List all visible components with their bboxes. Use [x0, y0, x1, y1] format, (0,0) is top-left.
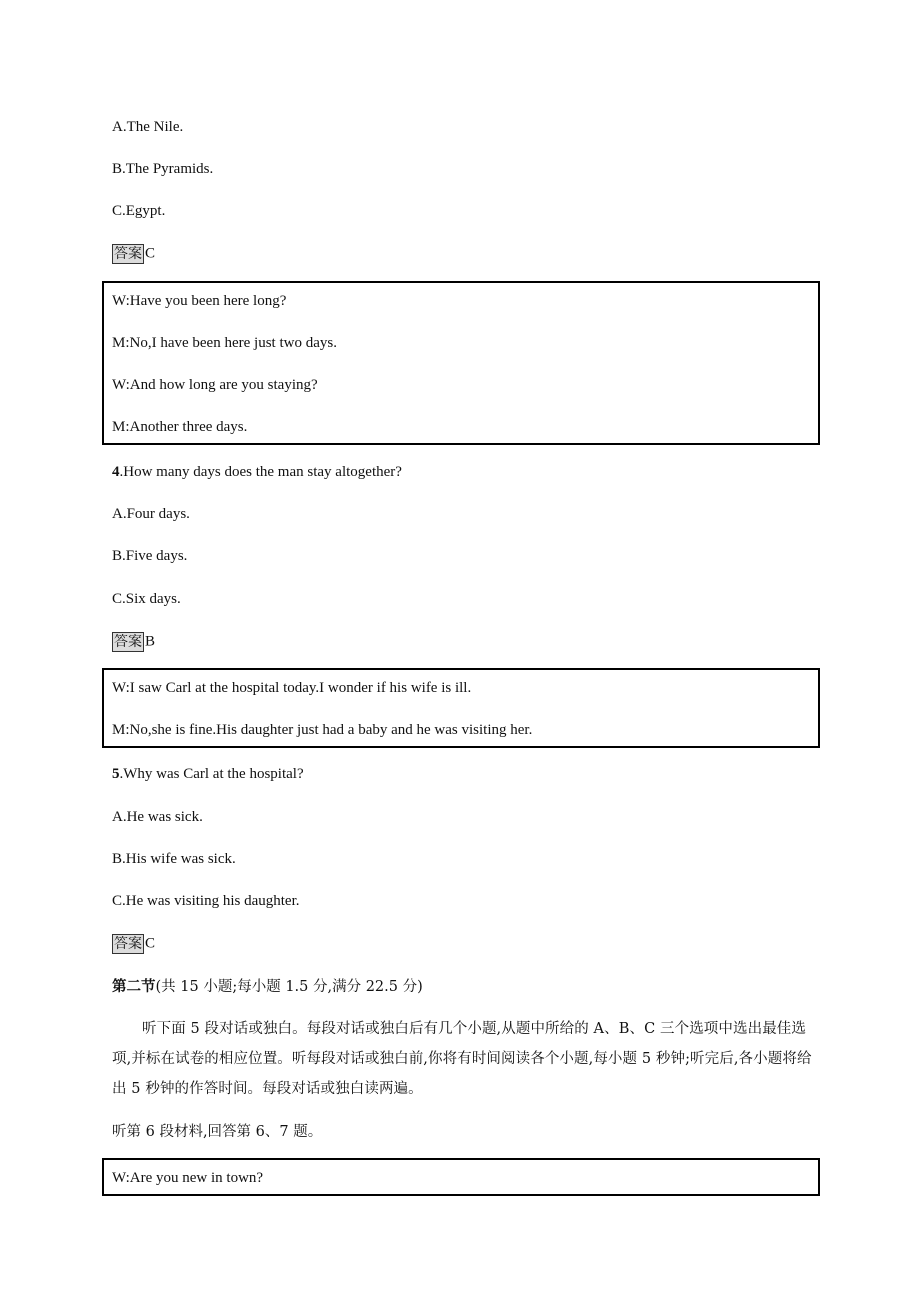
q5-option-c: C.He was visiting his daughter.	[112, 893, 300, 909]
transcript-line: M:Another three days.	[112, 419, 248, 435]
q3-option-a: A.The Nile.	[112, 119, 184, 135]
transcript-line: M:No,I have been here just two days.	[112, 335, 337, 351]
q3-option-c: C.Egypt.	[112, 203, 166, 219]
answer-tag: 答案	[114, 245, 142, 262]
q4-option-b: B.Five days.	[112, 548, 188, 564]
q4-answer	[112, 631, 155, 652]
answer-value: C	[145, 935, 156, 952]
transcript-box-q6	[102, 1158, 820, 1196]
answer-value: B	[145, 633, 156, 650]
answer-tag: 答案	[114, 935, 142, 952]
transcript-box-q5	[102, 668, 820, 748]
question-text: .How many days does the man stay altogether?	[119, 464, 402, 480]
answer-value: C	[145, 245, 156, 262]
answer-tag: 答案	[114, 633, 142, 650]
question-number: 4	[112, 464, 120, 480]
question-number: 5	[112, 766, 120, 782]
q4-option-a: A.Four days.	[112, 506, 190, 522]
transcript-box-q4	[102, 281, 820, 445]
q4-question	[112, 462, 402, 482]
q5-question	[112, 764, 304, 784]
section-note: (共 15 小题;每小题 1.5 分,满分 22.5 分)	[155, 979, 423, 995]
transcript-line: W:I saw Carl at the hospital today.I wonder if his wife is ill.	[112, 680, 472, 696]
section-instructions: 听下面 5 段对话或独白。每段对话或独白后有几个小题,从题中所给的 A、B、C 三个选项中选出最佳选项,并标在试卷的相应位置。听每段对话或独白前,你将有时间阅读各个小题,每小题 5 秒钟;听完后,各小题将给出 5 秒钟的作答时间。每段对话或独白读两遍。	[112, 1021, 812, 1097]
q3-option-b: B.The Pyramids.	[112, 161, 214, 177]
q4-option-c: C.Six days.	[112, 591, 181, 607]
transcript-line: W:And how long are you staying?	[112, 377, 318, 393]
transcript-line: W:Are you new in town?	[112, 1170, 264, 1186]
section-heading	[112, 977, 423, 997]
transcript-line: M:No,she is fine.His daughter just had a baby and he was visiting her.	[112, 722, 533, 738]
section-title: 第二节	[112, 978, 156, 995]
material-prompt: 听第 6 段材料,回答第 6、7 题。	[112, 1124, 323, 1140]
q5-option-a: A.He was sick.	[112, 809, 203, 825]
question-text: .Why was Carl at the hospital?	[119, 766, 304, 782]
q3-answer	[112, 243, 155, 264]
q5-answer	[112, 933, 155, 954]
transcript-line: W:Have you been here long?	[112, 293, 287, 309]
q5-option-b: B.His wife was sick.	[112, 851, 236, 867]
